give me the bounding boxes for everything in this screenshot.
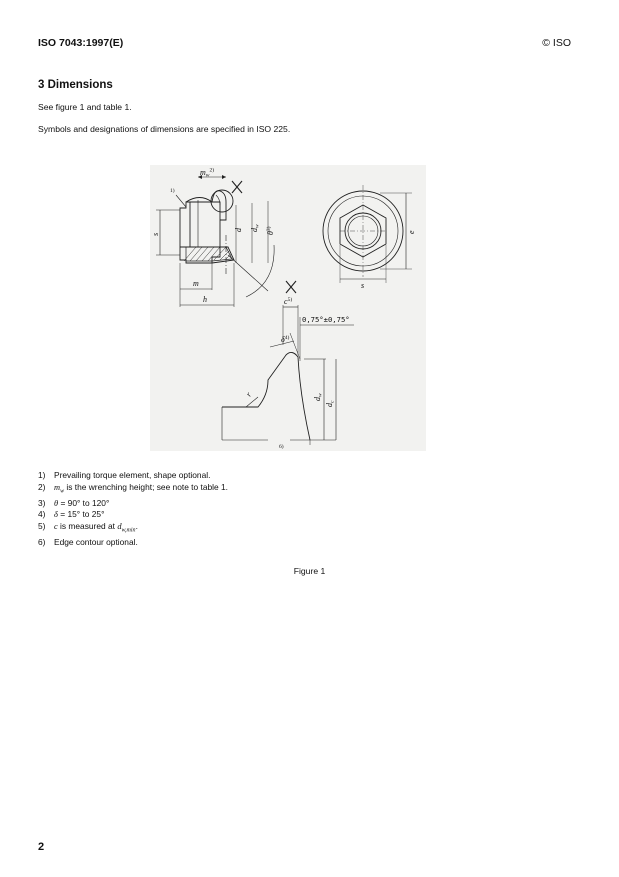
section-title: 3 Dimensions (38, 79, 113, 91)
detail-x-view (222, 281, 354, 445)
footnote: 4) δ = 15° to 25° (38, 509, 105, 520)
label-note6: 6) (279, 444, 284, 450)
label-r: r (243, 390, 254, 398)
nut-top-view (323, 185, 412, 283)
label-h: h (203, 295, 207, 304)
label-dc: dc (325, 400, 336, 407)
label-dw2: dw (313, 393, 324, 401)
technical-drawing (150, 165, 426, 451)
page-number: 2 (38, 841, 45, 853)
copyright: © ISO (542, 37, 571, 49)
document-id: ISO 7043:1997(E) (38, 37, 124, 49)
label-s: s (361, 281, 365, 290)
footnote: 2) $m_w$ is the wrenching height; see note to table 1. (38, 481, 228, 495)
paragraph: Symbols and designations of dimensions are specified in ISO 225. (38, 124, 291, 134)
figure-caption: Figure 1 (293, 566, 326, 576)
label-e: e (407, 230, 416, 234)
footnote: 1) Prevailing torque element, shape optional. (38, 470, 211, 480)
label-c: $c^{5)}$ (284, 297, 293, 306)
nut-side-view (156, 175, 274, 307)
label-angle: 0,75°±0,75° (302, 315, 350, 324)
footnote: 6) Edge contour optional. (38, 537, 138, 548)
label-dw: dw (250, 224, 261, 232)
label-s-vertical: s (151, 232, 160, 236)
footnote: 3) θ = 90° to 120° (38, 497, 110, 508)
label-m: m (193, 279, 199, 288)
label-mw: $mw^{2)}$ (200, 167, 215, 179)
label-d: d (234, 228, 243, 232)
label-note1: 1) (170, 188, 175, 194)
label-delta: $\delta^{4)}$ (281, 335, 290, 344)
footnotes (38, 470, 228, 549)
footnote: 5) c is measured at $d_{w,min}$. (38, 521, 138, 534)
label-theta: $\theta^{3)}$ (266, 226, 275, 235)
paragraph: See figure 1 and table 1. (38, 102, 132, 112)
